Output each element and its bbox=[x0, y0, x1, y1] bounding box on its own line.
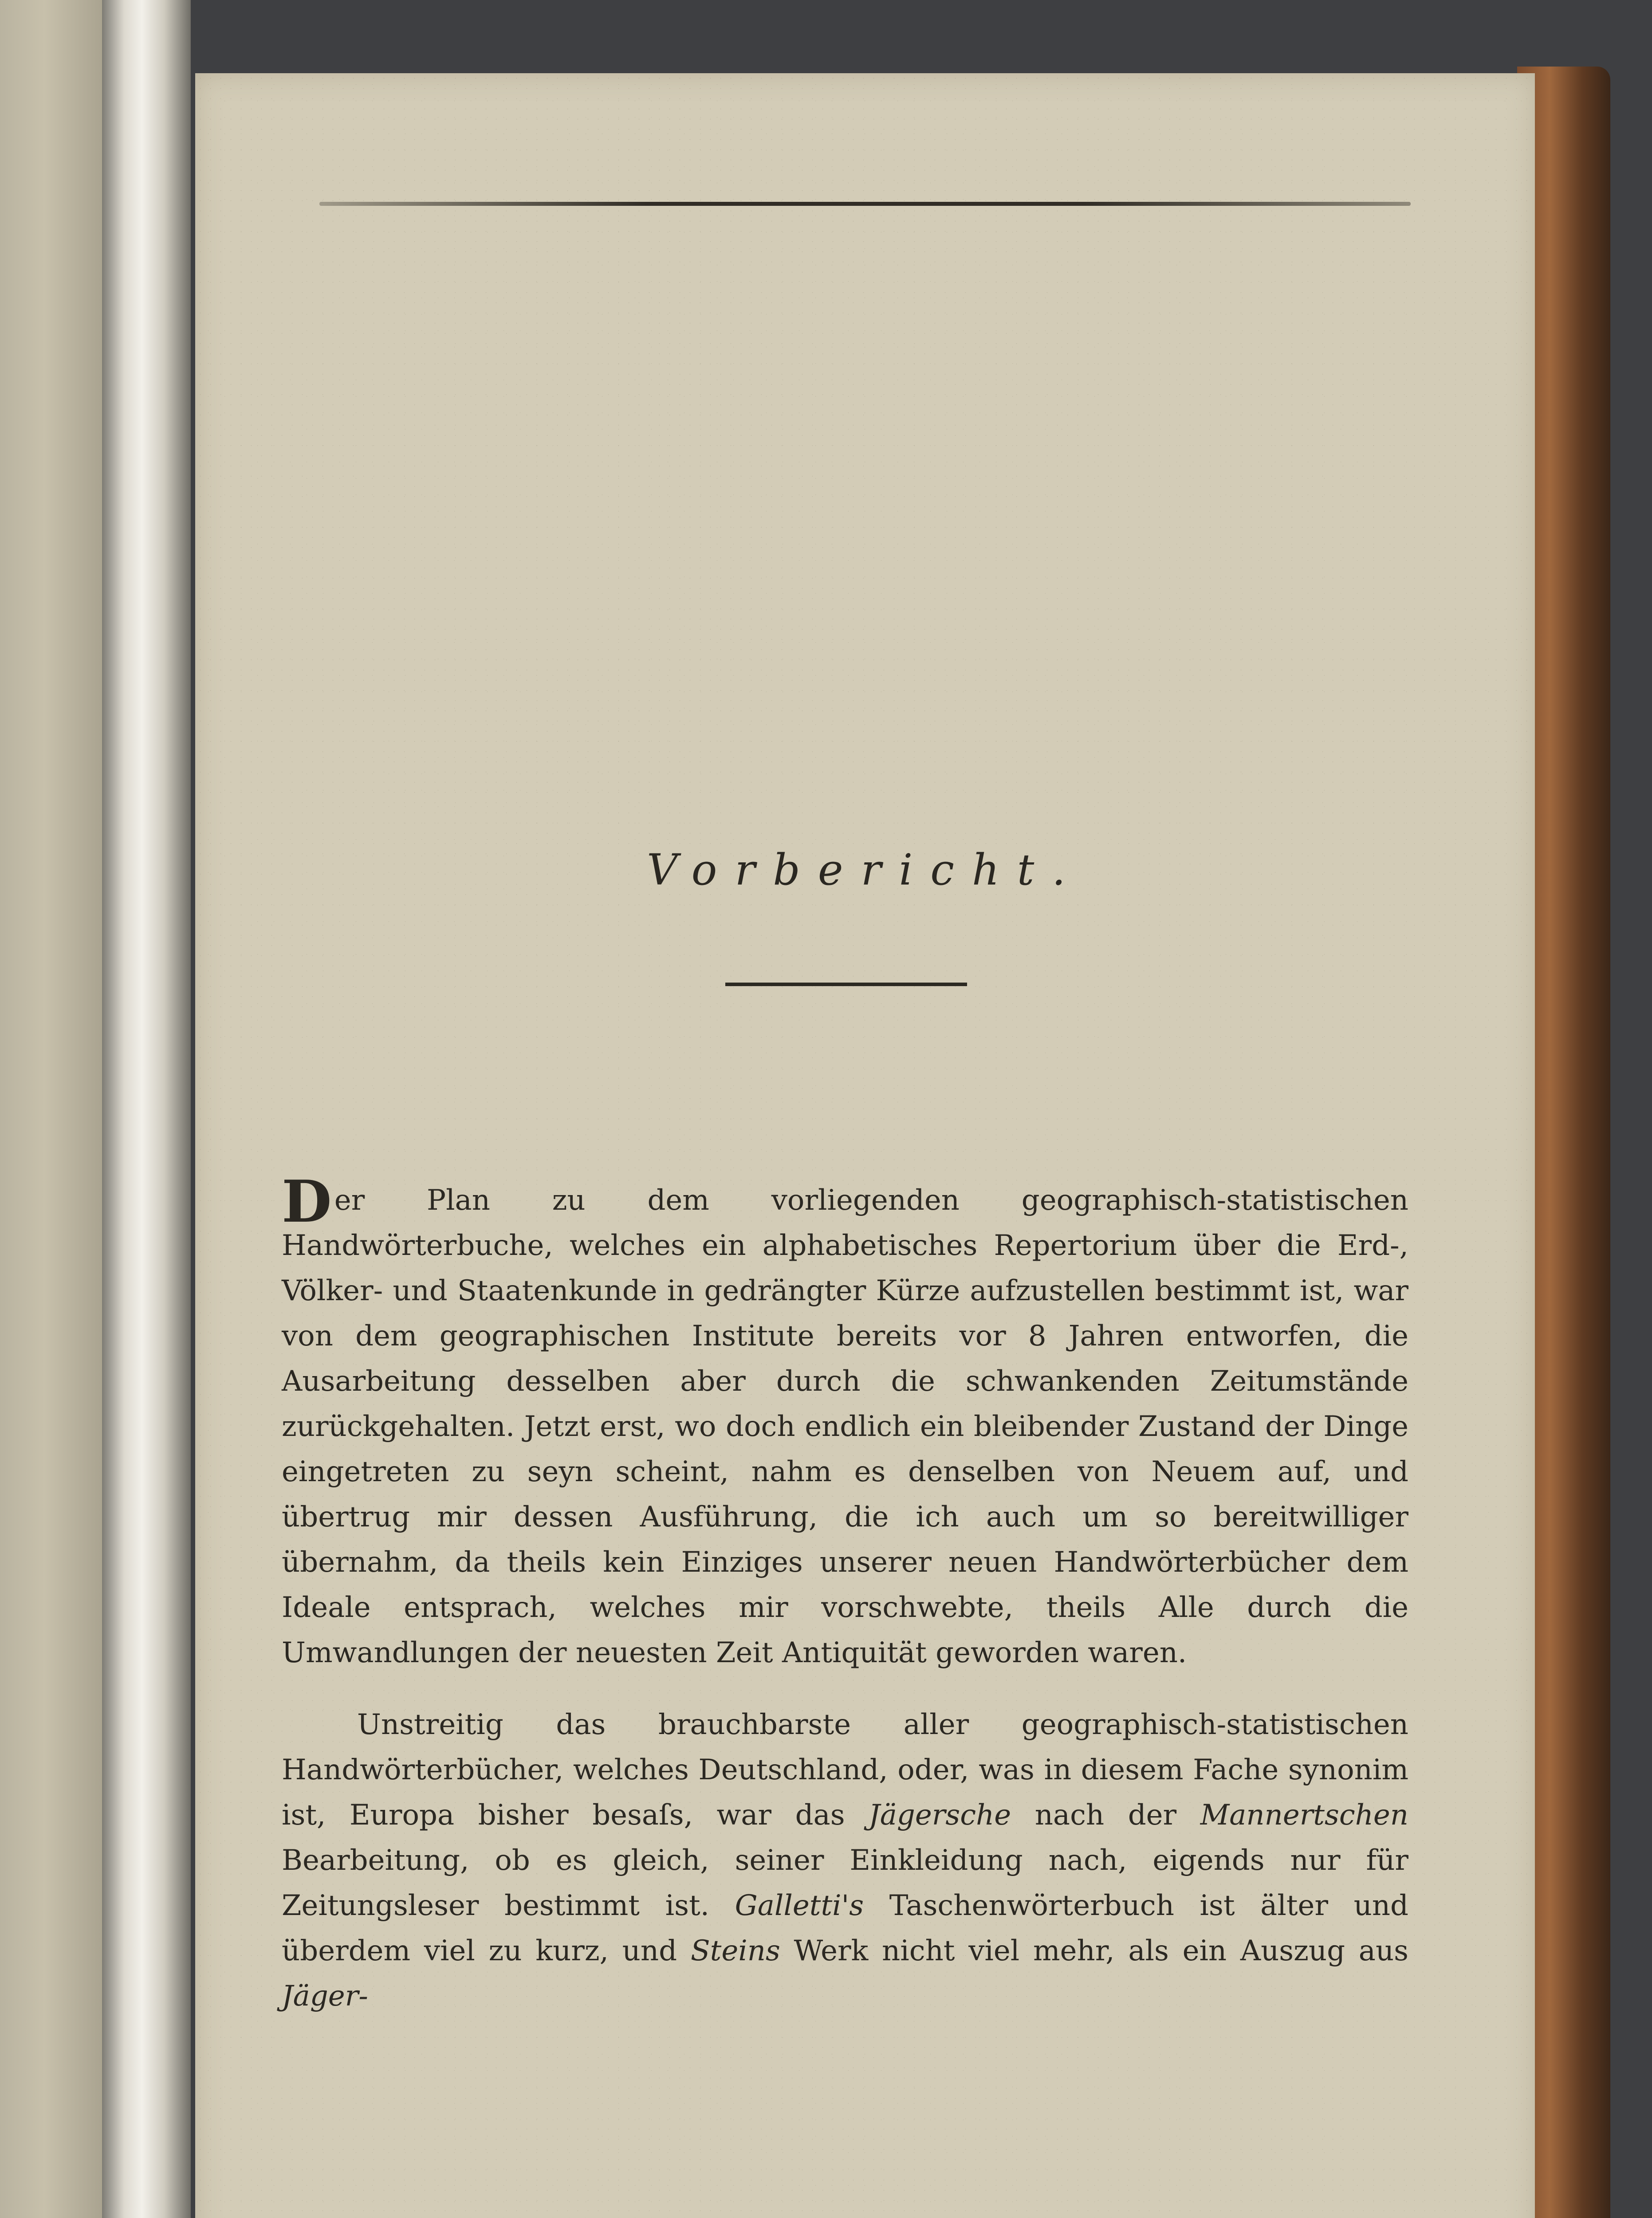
paragraph-1-text: er Plan zu dem vorliegenden geographisch-statistischen Handwörterbuche, welches ein alphabetisches Repertorium über die Erd-, Völker- und Staatenkunde in gedrängter Kürze aufzustellen bestimmt ist, war von dem geographischen Institute bereits vor 8 Jahren entworfen, die Ausarbeitung desselben aber durch die schwankenden Zeitumstände zurückgehalten. Jetzt erst, wo doch endlich ein bleibender Zustand der Dinge eingetreten zu seyn scheint, nahm es denselben von Neuem auf, und übertrug mir dessen Ausführung, die ich auch um so bereitwilliger übernahm, da theils kein Einziges unserer neuen Handwörterbücher dem Ideale entsprach, welches mir vorschwebte, theils Alle durch die Umwandlungen der neuesten Zeit Antiquität geworden waren. bbox=[282, 1184, 1408, 1669]
book-page bbox=[195, 73, 1535, 2218]
paragraph-1 bbox=[282, 1168, 1408, 1675]
paragraph-2-part-1: Unstreitig das brauchbarste aller geographisch-statistischen Handwörterbücher, welches Deutschland, oder, was in diesem Fache synonim ist, Europa bisher besaſs, war das bbox=[282, 1708, 1408, 1832]
title-rule bbox=[725, 983, 967, 986]
emphasis-steins: Steins bbox=[690, 1935, 780, 1967]
paragraph-2-part-4: Taschenwörterbuch ist älter und überdem viel zu kurz, und bbox=[282, 1889, 1409, 1967]
emphasis-jaegersche: Jägersche bbox=[869, 1799, 1011, 1832]
emphasis-galletti: Galletti's bbox=[735, 1889, 864, 1922]
page-title: Vorbericht. bbox=[647, 845, 1083, 895]
paragraph-2-part-2: nach der bbox=[1011, 1799, 1200, 1832]
emphasis-jaeger: Jäger- bbox=[282, 1980, 368, 2013]
paragraph-2-part-5: Werk nicht viel mehr, als ein Auszug aus bbox=[780, 1935, 1409, 1967]
body-text bbox=[282, 1168, 1409, 2019]
book-gutter bbox=[102, 0, 191, 2218]
drop-cap: D bbox=[282, 1168, 332, 1235]
paragraph-2 bbox=[282, 1702, 1408, 2019]
paragraph-2-part-3: Bearbeitung, ob es gleich, seiner Einkleidung nach, eigends nur für Zeitungsleser bestimmt ist. bbox=[282, 1844, 1408, 1922]
previous-page-edge bbox=[0, 0, 111, 2218]
top-rule bbox=[319, 202, 1411, 206]
emphasis-mannertschen: Mannertschen bbox=[1200, 1799, 1409, 1832]
